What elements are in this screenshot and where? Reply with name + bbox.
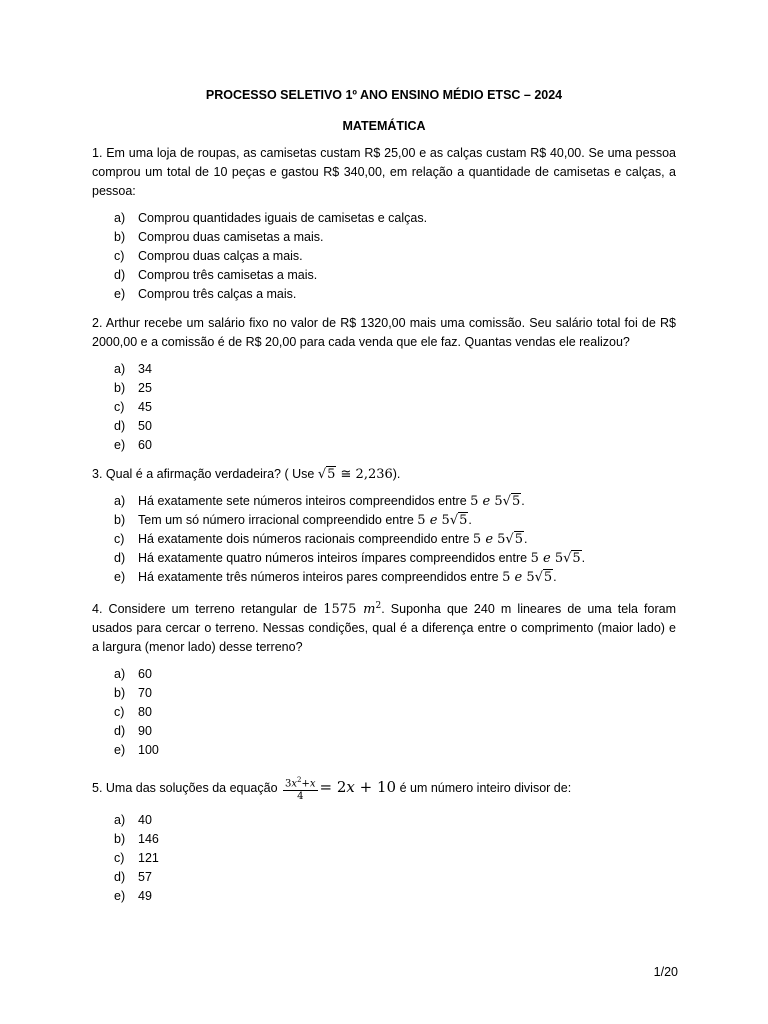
math-e: e <box>429 513 438 528</box>
option-letter: a) <box>114 667 126 682</box>
option-letter: c) <box>114 851 125 866</box>
radical-sign-icon: √ <box>317 467 327 482</box>
question-3-options <box>92 492 676 587</box>
math-prefix: 5 <box>472 532 486 547</box>
math-e: e <box>514 570 523 585</box>
radicand: 5 <box>543 570 553 585</box>
math-coef: 5 <box>550 551 564 566</box>
math-e: e <box>482 494 491 509</box>
option-letter: e) <box>114 889 126 904</box>
question-4-option-a <box>92 665 676 684</box>
subject-title: MATEMÁTICA <box>342 119 426 133</box>
radical-sign-icon: √ <box>563 551 572 566</box>
option-text: 70 <box>138 686 152 701</box>
option-letter: a) <box>114 211 126 225</box>
radicand: 5 <box>327 467 336 482</box>
equation-fraction <box>283 774 318 803</box>
math-prefix: 5 <box>530 551 543 566</box>
option-letter: b) <box>114 230 126 244</box>
question-5-option-a <box>92 811 676 830</box>
option-end: . <box>524 532 528 546</box>
option-letter: d) <box>114 419 126 433</box>
question-5-option-d <box>92 868 676 887</box>
option-letter: c) <box>114 249 125 263</box>
question-3-tail: ). <box>392 467 401 481</box>
question-3-option-a <box>92 492 676 511</box>
math-coef: 5 <box>437 513 450 528</box>
option-letter: d) <box>114 724 126 739</box>
radical-sign-icon: √ <box>505 532 514 547</box>
option-text: 25 <box>138 381 152 395</box>
question-1-option-e <box>92 285 676 304</box>
equation-rhs: = 2 <box>319 778 347 797</box>
radicand: 5 <box>572 551 581 566</box>
num-var: x <box>291 778 298 790</box>
option-text: Comprou quantidades iguais de camisetas e calças. <box>138 211 428 225</box>
question-4-text <box>92 597 676 657</box>
question-3-option-d <box>92 549 676 568</box>
math-e: e <box>542 551 551 566</box>
question-1-text: 1. Em uma loja de roupas, as camisetas custam R$ 25,00 e as calças custam R$ 40,00. Se uma pessoa comprou um total de 10 peças e gastou R$ 340,00, em relação a quantidade de camisetas e calças, a pessoa: <box>92 146 676 198</box>
num-plus: + <box>301 778 310 790</box>
question-3-text <box>92 465 676 484</box>
option-text: Comprou duas camisetas a mais. <box>138 230 324 244</box>
option-letter: b) <box>114 513 126 527</box>
question-5-tail: é um número inteiro divisor de: <box>396 781 572 796</box>
approximation: ≅ 2,236 <box>336 467 393 482</box>
option-text: 50 <box>138 419 152 433</box>
question-4-option-d <box>92 722 676 741</box>
area-value: 1575 <box>323 602 364 618</box>
option-text: Há exatamente dois números racionais compreendido entre <box>138 532 473 546</box>
exam-page <box>92 86 676 916</box>
option-text: Há exatamente três números inteiros pares compreendidos entre <box>138 570 503 584</box>
option-end: . <box>468 513 472 527</box>
option-letter: c) <box>114 400 125 414</box>
page-number: 1/20 <box>653 965 678 979</box>
option-text: Há exatamente sete números inteiros compreendidos entre <box>138 494 471 508</box>
area-unit: m <box>363 602 376 618</box>
question-1-options <box>92 209 676 304</box>
option-text: 80 <box>138 705 152 720</box>
option-text: 49 <box>138 889 152 904</box>
option-text: Comprou três camisetas a mais. <box>138 268 318 282</box>
option-end: . <box>581 551 586 565</box>
option-text: Comprou três calças a mais. <box>138 287 297 301</box>
option-letter: d) <box>114 870 126 885</box>
question-4-option-b <box>92 684 676 703</box>
option-letter: e) <box>114 743 126 758</box>
question-2-options <box>92 360 676 455</box>
question-5-lead: 5. Uma das soluções da equação <box>92 781 282 796</box>
math-prefix: 5 <box>502 570 515 585</box>
fraction-numerator <box>283 774 318 791</box>
radicand: 5 <box>511 494 521 509</box>
radicand: 5 <box>514 532 523 547</box>
option-text: 146 <box>138 832 159 847</box>
question-2-option-a <box>92 360 676 379</box>
math-coef: 5 <box>490 494 503 509</box>
option-letter: a) <box>114 813 126 828</box>
radical-sign-icon: √ <box>449 513 459 528</box>
math-coef: 5 <box>493 532 506 547</box>
option-letter: e) <box>114 287 126 301</box>
fraction-denominator: 4 <box>297 791 304 803</box>
option-text: 100 <box>138 743 159 758</box>
option-text: 121 <box>138 851 159 866</box>
option-text: 90 <box>138 724 152 739</box>
question-3-lead: 3. Qual é a afirmação verdadeira? ( Use <box>92 467 318 481</box>
question-3-option-c <box>92 530 676 549</box>
num-coef: 3 <box>285 778 292 790</box>
sqrt-expression <box>534 568 557 587</box>
option-letter: b) <box>114 832 126 847</box>
math-prefix: 5 <box>417 513 430 528</box>
question-5-options <box>92 811 676 906</box>
option-letter: b) <box>114 686 126 701</box>
question-4-tail: . Suponha que 240 m lineares de uma tela foram usados para cercar o terreno. Nessas condições, qual é a diferença entre o comprimento (maior lado) e a largura (menor lado) desse terreno? <box>92 602 676 655</box>
question-4-option-e <box>92 741 676 760</box>
option-text: 60 <box>138 438 152 452</box>
question-4-options <box>92 665 676 760</box>
sqrt-expression <box>318 465 337 484</box>
equation-rhs-var: x <box>346 778 355 797</box>
exam-title: PROCESSO SELETIVO 1º ANO ENSINO MÉDIO ETSC – 2024 <box>205 88 563 102</box>
num-exp: 2 <box>297 776 302 785</box>
question-1-option-a <box>92 209 676 228</box>
math-e: e <box>485 532 494 547</box>
option-text: Há exatamente quatro números inteiros ímpares compreendidos entre <box>138 551 531 565</box>
question-5-option-c <box>92 849 676 868</box>
option-text: Comprou duas calças a mais. <box>138 249 303 263</box>
question-1-option-b <box>92 228 676 247</box>
question-3-option-b <box>92 511 676 530</box>
math-prefix: 5 <box>470 494 483 509</box>
option-text: 40 <box>138 813 152 828</box>
option-text: 45 <box>138 400 152 414</box>
question-5-option-b <box>92 830 676 849</box>
num-var-2: x <box>309 778 316 790</box>
question-1-option-c <box>92 247 676 266</box>
option-text: 57 <box>138 870 152 885</box>
question-5-text <box>92 774 676 803</box>
math-coef: 5 <box>522 570 535 585</box>
sqrt-expression <box>502 492 525 511</box>
option-text: Tem um só número irracional compreendido entre <box>138 513 418 527</box>
option-text: 34 <box>138 362 152 376</box>
question-2-option-b <box>92 379 676 398</box>
option-letter: c) <box>114 705 125 720</box>
option-letter: d) <box>114 268 126 282</box>
option-text: 60 <box>138 667 152 682</box>
sqrt-expression <box>505 530 524 549</box>
option-letter: d) <box>114 551 126 565</box>
question-4-lead: 4. Considere um terreno retangular de <box>92 602 324 617</box>
radical-sign-icon: √ <box>502 494 511 509</box>
question-3-option-e <box>92 568 676 587</box>
question-5-option-e <box>92 887 676 906</box>
radical-sign-icon: √ <box>534 570 543 585</box>
area-exponent: 2 <box>375 601 382 611</box>
option-letter: b) <box>114 381 126 395</box>
option-letter: a) <box>114 494 126 508</box>
question-2-option-d <box>92 417 676 436</box>
sqrt-expression <box>563 549 582 568</box>
equation-rhs-tail: + 10 <box>354 778 397 797</box>
option-letter: c) <box>114 532 125 546</box>
option-letter: e) <box>114 438 126 452</box>
question-2-option-e <box>92 436 676 455</box>
radicand: 5 <box>459 513 468 528</box>
question-4-option-c <box>92 703 676 722</box>
option-letter: a) <box>114 362 126 376</box>
option-letter: e) <box>114 570 126 584</box>
option-end: . <box>521 494 525 508</box>
question-2-option-c <box>92 398 676 417</box>
question-1-option-d <box>92 266 676 285</box>
question-2-text: 2. Arthur recebe um salário fixo no valor de R$ 1320,00 mais uma comissão. Seu salário total foi de R$ 2000,00 e a comissão é de R$ 20,00 para cada venda que ele faz. Quantas vendas ele realizou? <box>92 316 676 349</box>
sqrt-expression <box>449 511 472 530</box>
option-end: . <box>553 570 557 584</box>
